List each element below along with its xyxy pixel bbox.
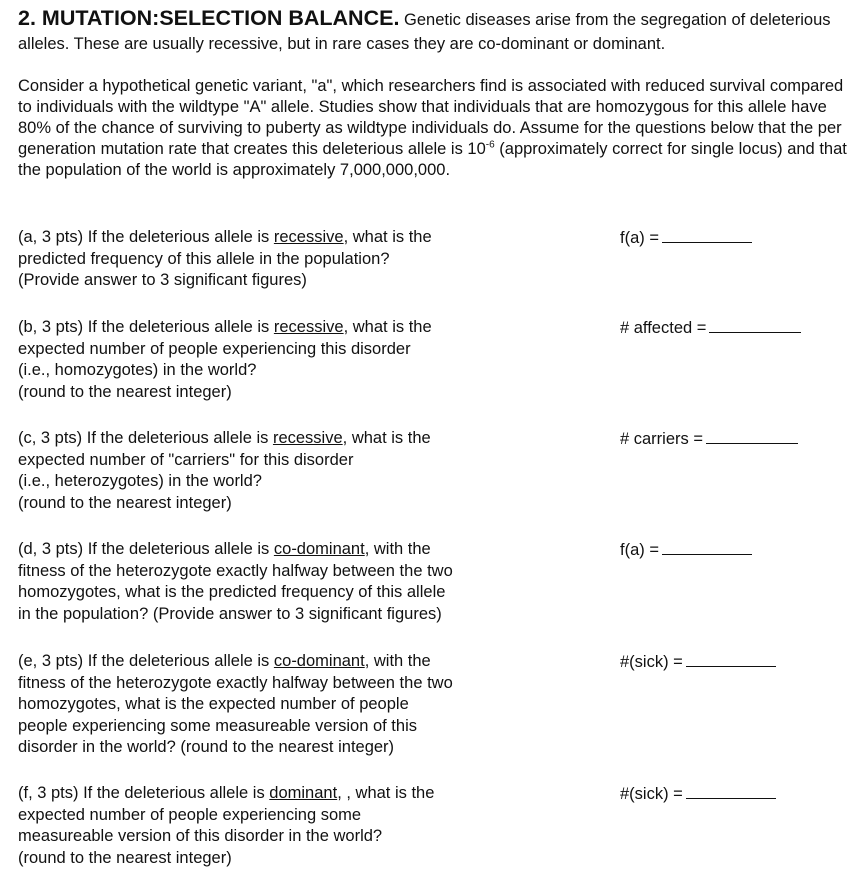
- question-text: (round to the nearest integer): [18, 848, 232, 867]
- answer-blank[interactable]: [686, 651, 776, 667]
- question-line: [18, 539, 538, 561]
- question-c: [18, 428, 538, 514]
- intro-paragraph: [18, 76, 848, 181]
- question-text: , what is the: [343, 228, 432, 246]
- question-line: [18, 783, 538, 805]
- question-text: measureable version of this disorder in the world?: [18, 827, 383, 845]
- question-text: predicted frequency of this allele in the population?: [18, 249, 390, 268]
- question-text: , what is the: [342, 429, 431, 447]
- question-line: [18, 428, 538, 450]
- answer-label: #(sick) =: [620, 785, 683, 803]
- question-term: dominant: [269, 784, 338, 802]
- answer-blank[interactable]: [709, 317, 801, 333]
- question-line: [18, 317, 538, 339]
- question-text: people experiencing some measureable version of this: [18, 716, 417, 735]
- question-text: expected number of people experiencing this disorder: [18, 339, 411, 358]
- question-text: (round to the nearest integer): [18, 382, 232, 401]
- question-text: (i.e., homozygotes) in the world?: [18, 361, 257, 379]
- mutation-rate-exponent: -6: [485, 139, 495, 151]
- answer-a: [620, 227, 752, 250]
- question-prefix: (f, 3 pts) If the deleterious allele is: [18, 784, 270, 802]
- question-b: [18, 317, 538, 403]
- question-text: , what is the: [343, 318, 432, 336]
- answer-blank[interactable]: [706, 428, 798, 444]
- question-text: , , what is the: [337, 784, 435, 802]
- question-line: [18, 227, 538, 249]
- question-prefix: (c, 3 pts) If the deleterious allele is: [18, 429, 273, 447]
- question-d: [18, 539, 538, 625]
- question-text: (Provide answer to 3 significant figures): [18, 271, 307, 289]
- question-term: recessive: [273, 318, 344, 336]
- answer-d: [620, 539, 752, 562]
- question-text: fitness of the heterozygote exactly halfway between the two: [18, 673, 453, 692]
- answer-blank[interactable]: [662, 539, 752, 555]
- question-prefix: (e, 3 pts) If the deleterious allele is: [18, 652, 274, 670]
- question-text: expected number of people experiencing some: [18, 805, 362, 824]
- intro-text: Consider a hypothetical genetic variant, "a", which researchers find is associated with reduced survival compared to individuals with the wildtype "A" allele. Studies show that individuals that are homozygous for this allele have 80% of the chance of surviving to puberty as wildtype individuals do. Assume for the questions below that the per generation mutation rate that creates this deleterious allele is 10: [18, 77, 844, 158]
- question-term: co-dominant: [273, 540, 365, 558]
- answer-label: f(a) =: [620, 541, 659, 559]
- answer-label: f(a) =: [620, 229, 659, 247]
- question-text: in the population? (Provide answer to 3 significant figures): [18, 604, 442, 623]
- question-prefix: (d, 3 pts) If the deleterious allele is: [18, 540, 274, 558]
- question-term: co-dominant: [273, 652, 365, 670]
- question-text: (round to the nearest integer): [18, 493, 232, 512]
- question-term: recessive: [272, 429, 343, 447]
- answer-label: # carriers =: [620, 430, 703, 448]
- question-term: recessive: [273, 228, 344, 246]
- question-text: homozygotes, what is the predicted frequency of this allele: [18, 583, 446, 601]
- question-text: , with the: [364, 540, 431, 558]
- answer-c: [620, 428, 798, 451]
- question-a: [18, 227, 538, 292]
- answer-f: [620, 783, 776, 806]
- question-f: [18, 783, 538, 869]
- answer-blank[interactable]: [686, 783, 776, 799]
- answer-e: [620, 651, 776, 674]
- answer-label: #(sick) =: [620, 653, 683, 671]
- question-text: , with the: [364, 652, 431, 670]
- question-text: expected number of "carriers" for this disorder: [18, 450, 354, 469]
- question-text: disorder in the world? (round to the nearest integer): [18, 738, 395, 756]
- answer-b: [620, 317, 801, 340]
- answer-blank[interactable]: [662, 227, 752, 243]
- question-e: [18, 651, 538, 759]
- question-prefix: (b, 3 pts) If the deleterious allele is: [18, 318, 274, 336]
- question-text: (i.e., heterozygotes) in the world?: [18, 472, 262, 490]
- question-text: fitness of the heterozygote exactly halfway between the two: [18, 561, 453, 580]
- question-line: [18, 651, 538, 673]
- section-title: 2. MUTATION:SELECTION BALANCE.: [18, 6, 400, 30]
- section-subtitle: Genetic diseases arise from the segregation of deleterious alleles. These are usually recessive, but in rare cases they are co-dominant or dominant.: [18, 11, 831, 53]
- section-header: [18, 6, 848, 56]
- question-text: homozygotes, what is the expected number of people: [18, 695, 409, 713]
- intro-text-end: (approximately correct for single locus) and that the population of the world is approximately 7,000,000,000.: [18, 140, 847, 179]
- answer-label: # affected =: [620, 319, 707, 337]
- question-prefix: (a, 3 pts) If the deleterious allele is: [18, 228, 274, 246]
